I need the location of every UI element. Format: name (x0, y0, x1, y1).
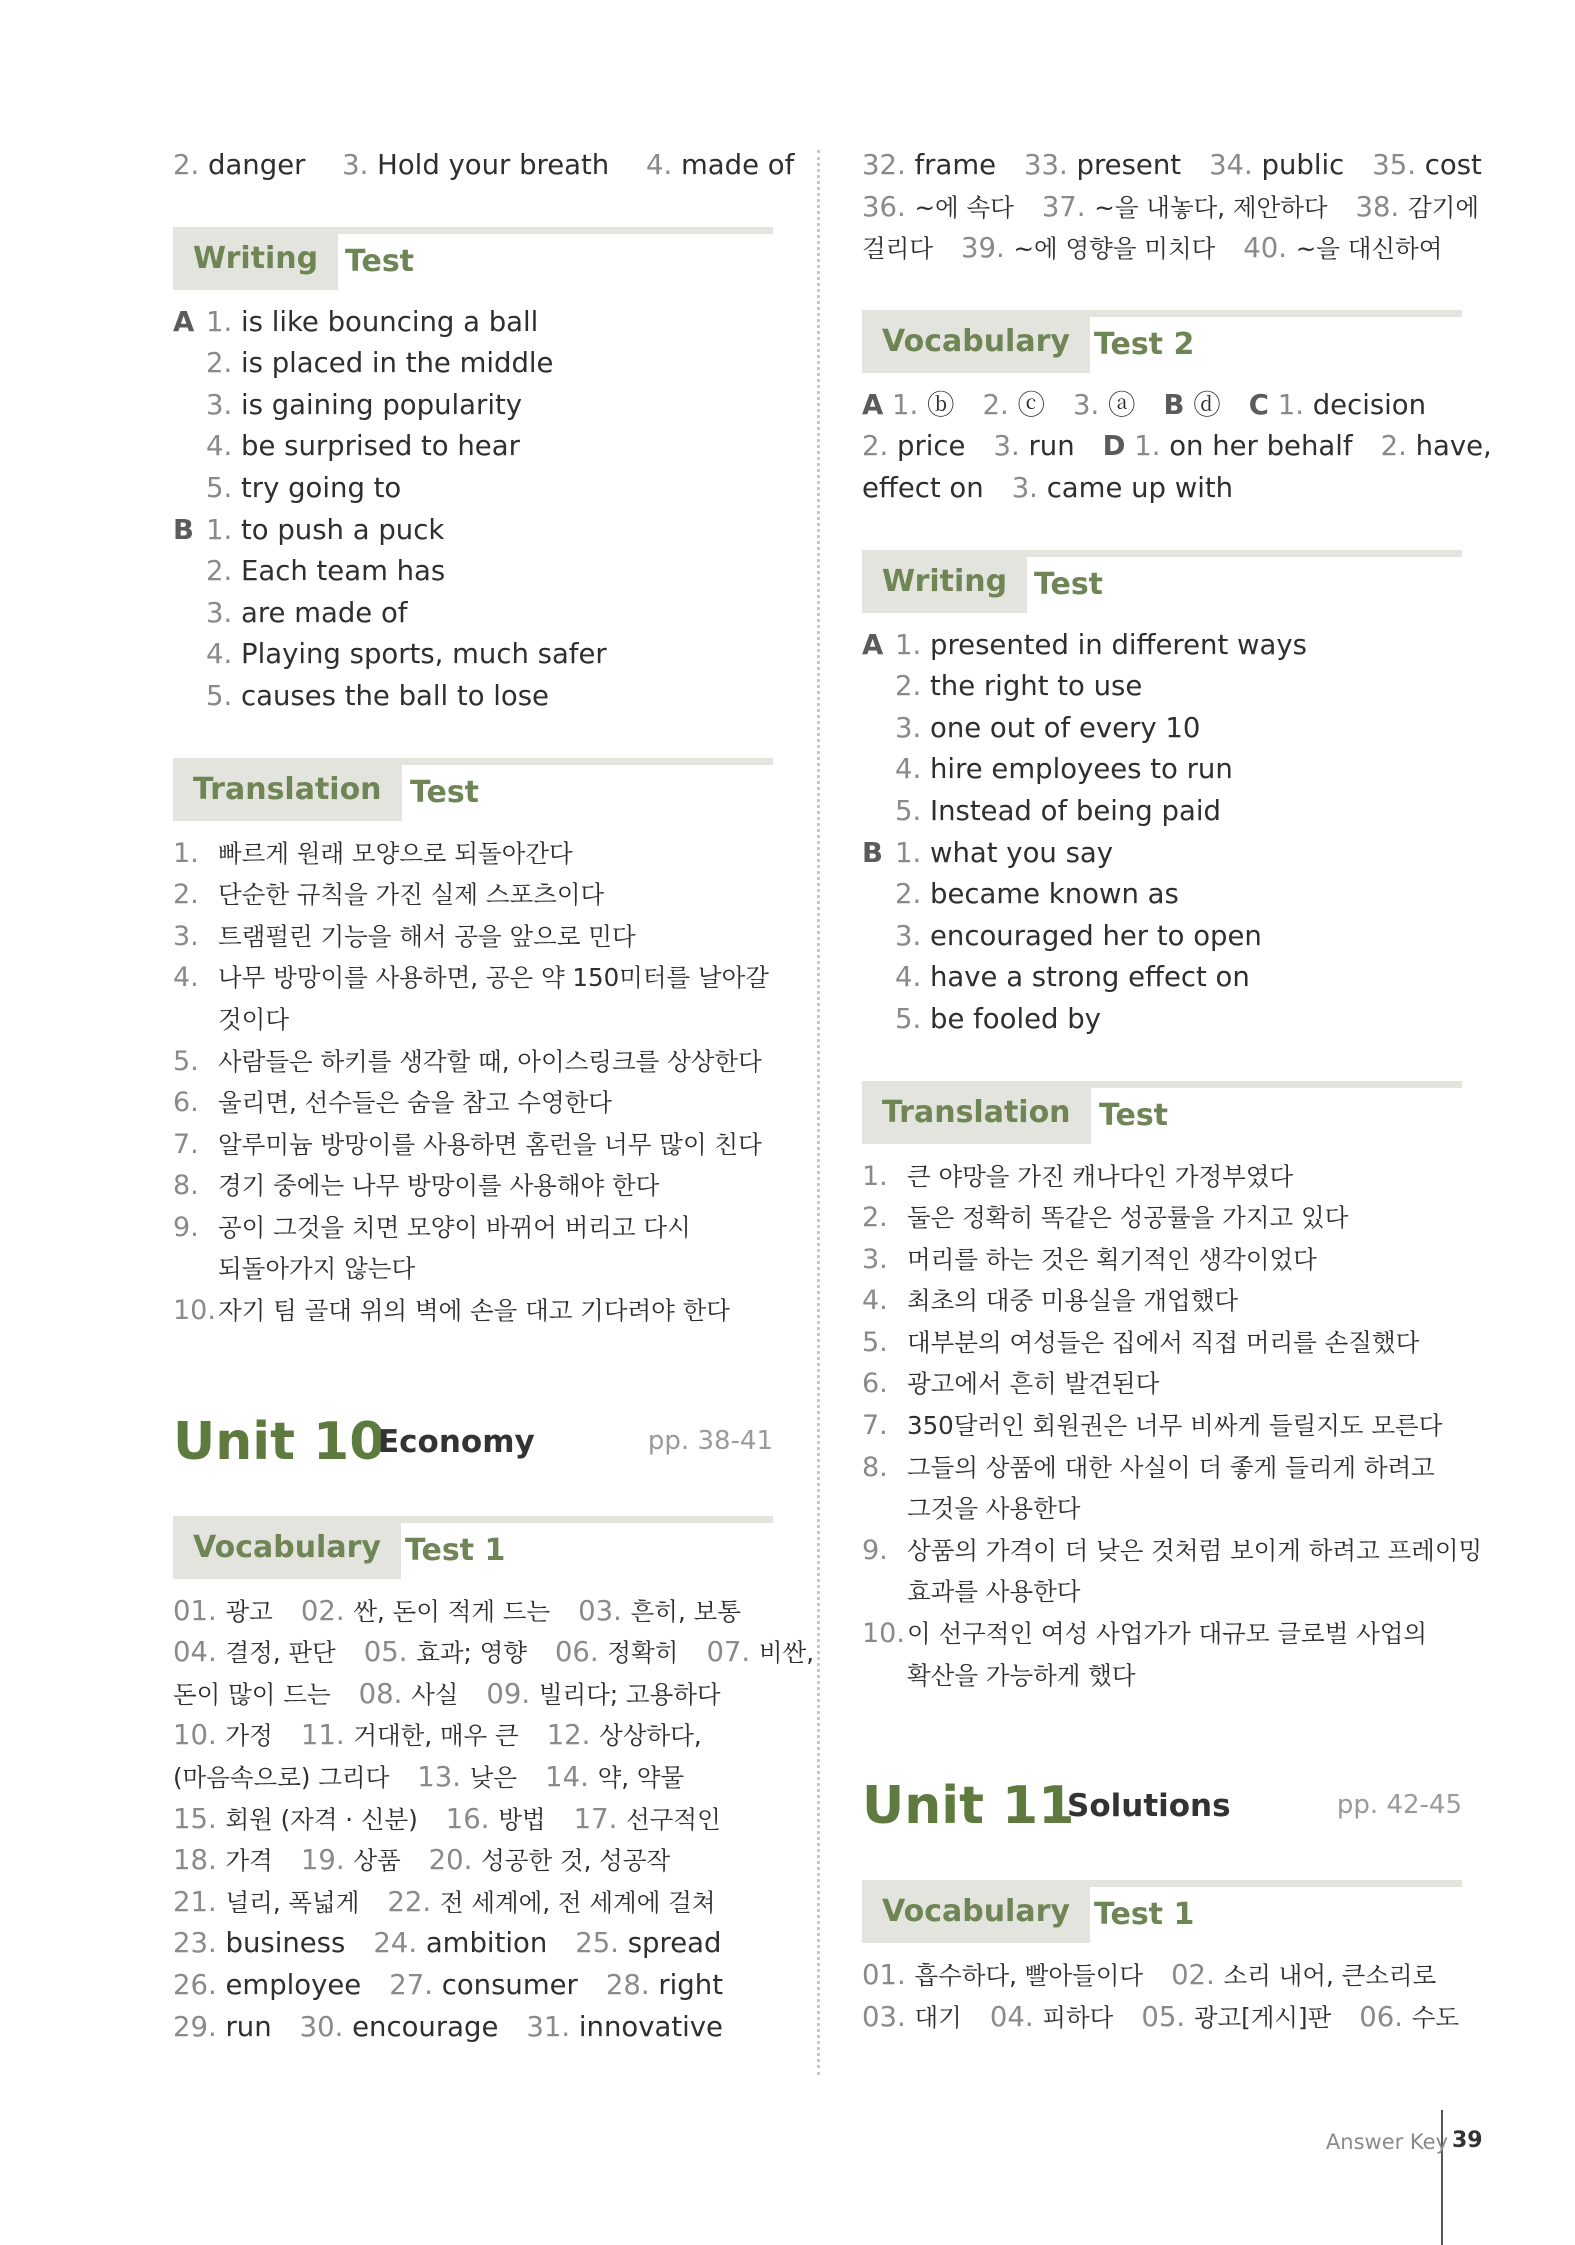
item-number: 32. (862, 149, 906, 181)
translation-line (173, 1165, 773, 1207)
item-text: 자기 팀 골대 위의 벽에 손을 대고 기다려야 한다 (218, 1296, 730, 1326)
section-label: Test (1034, 566, 1104, 602)
section-letter: B (1163, 388, 1185, 421)
page-number: 39 (1452, 2128, 1483, 2153)
item-number: 10. (862, 1618, 905, 1650)
item-text: frame (914, 149, 997, 181)
item-number: 21. (173, 1885, 217, 1918)
translation-line (173, 1041, 773, 1083)
translation-line (173, 916, 773, 958)
item-text: encourage (352, 2010, 499, 2043)
item-number: 36. (862, 190, 906, 223)
item-text: 흡수하다, 빨아들이다 (914, 1961, 1144, 1991)
item-number: 19. (300, 1844, 345, 1877)
item-text: run (1028, 430, 1075, 463)
item-text: employee (225, 1969, 362, 2001)
translation-line (173, 1082, 773, 1124)
item-text: 가정 (225, 1721, 273, 1751)
section-header-vocabulary (862, 310, 1462, 373)
item-text: ~을 내놓다, 제안하다 (1094, 192, 1328, 222)
item-number: 25. (575, 1927, 619, 1960)
item-text: (마음속으로) 그리다 (173, 1763, 390, 1793)
item-number: 14. (545, 1761, 589, 1794)
translation-line (173, 999, 773, 1041)
item-text: 싼, 돈이 적게 드는 (353, 1596, 551, 1626)
item-number: 15. (173, 1802, 217, 1835)
item-number: 29. (173, 2010, 217, 2043)
section-tag: Translation (173, 765, 402, 821)
answer-line (173, 1882, 773, 1924)
item-text: 소리 내어, 큰소리로 (1223, 1961, 1437, 1991)
item-number: 33. (1024, 149, 1068, 181)
section-tag: Vocabulary (862, 317, 1090, 373)
item-number: 3. (1073, 388, 1100, 421)
item-number: 2. (1380, 430, 1407, 463)
item-text: 회원 (자격 · 신분) (225, 1804, 418, 1834)
item-number: 05. (363, 1636, 408, 1669)
item-number: 10. (173, 1719, 217, 1752)
item-number: 12. (546, 1719, 591, 1752)
answer-line (173, 1799, 773, 1841)
item-number: 06. (1359, 2000, 1403, 2033)
item-text: ⓑ (927, 388, 955, 421)
item-number: 2. (982, 388, 1009, 421)
translation-line (173, 833, 773, 875)
translation-line (173, 957, 773, 999)
item-text: 효과; 영향 (416, 1638, 527, 1668)
section-tag: Translation (862, 1088, 1091, 1144)
right-column (862, 145, 1492, 2038)
item-number: 2. (173, 879, 199, 911)
item-text: 선구적인 (626, 1804, 721, 1834)
item-text: 대부분의 여성들은 집에서 직접 머리를 손질했다 (907, 1327, 1420, 1357)
item-text: 나무 방망이를 사용하면, 공은 약 150미터를 날아갈 (218, 963, 769, 993)
item-text: 상품 (353, 1846, 401, 1876)
section-tag: Vocabulary (862, 1887, 1090, 1943)
item-text: 트램펄린 기능을 해서 공을 앞으로 민다 (218, 921, 636, 951)
answer-line (173, 1965, 773, 2007)
item-text: 거대한, 매우 큰 (353, 1721, 519, 1751)
answer-line (862, 385, 1462, 427)
item-number: 1. (862, 1160, 888, 1192)
item-number: 16. (445, 1802, 490, 1835)
item-number: 4. (173, 962, 199, 994)
vocabulary-test2-answers (862, 385, 1492, 510)
item-text: 상상하다, (599, 1721, 702, 1751)
unit-pages: pp. 38-41 (647, 1425, 773, 1456)
item-text: 되돌아가지 않는다 (218, 1254, 416, 1284)
translation-line (862, 1363, 1462, 1405)
section-label: Test 2 (1094, 326, 1195, 362)
section-tag: Vocabulary (173, 1523, 401, 1579)
item-text: ⓒ (1017, 388, 1046, 421)
item-number: 06. (554, 1636, 599, 1669)
item-text: 걸리다 (862, 234, 934, 264)
footer-label: Answer Key (1325, 2130, 1448, 2154)
answer-line (862, 426, 1492, 468)
item-text: spread (627, 1927, 722, 1960)
answer-line (173, 1632, 815, 1674)
answer-line (862, 145, 1482, 187)
item-text: 경기 중에는 나무 방망이를 사용해야 한다 (218, 1171, 660, 1201)
item-text: price (897, 430, 966, 463)
item-number: 39. (961, 232, 1005, 265)
item-text: 전 세계에, 전 세계에 걸쳐 (439, 1887, 716, 1917)
item-number: 10. (173, 1295, 216, 1327)
item-number: 5. (862, 1326, 888, 1358)
item-text: 빠르게 원래 모양으로 되돌아간다 (218, 838, 573, 868)
item-number: 01. (173, 1594, 217, 1627)
item-text: 비싼, (758, 1638, 815, 1668)
item-text: ambition (425, 1927, 548, 1960)
item-text: ~을 대신하여 (1295, 234, 1443, 264)
item-number: 08. (358, 1677, 403, 1710)
item-text: 수도 (1411, 2002, 1460, 2032)
item-number: 1. (1134, 430, 1161, 463)
item-number: 01. (862, 1959, 906, 1992)
translation-line (173, 1248, 773, 1290)
answer-line (173, 1674, 773, 1716)
item-number: 02. (300, 1594, 345, 1627)
item-number: 3. (993, 430, 1020, 463)
translation-line (862, 1488, 1462, 1530)
item-number: 07. (706, 1636, 751, 1669)
answer-line: 2. danger 3. Hold your breath 4. made of (173, 149, 795, 181)
section-letter: D (1102, 430, 1126, 463)
vocabulary-answers (862, 1955, 1462, 2038)
unit-number: Unit 11 (862, 1776, 1075, 1837)
item-text: came up with (1046, 471, 1234, 504)
item-number: 17. (573, 1802, 618, 1835)
translation-line (862, 1447, 1462, 1489)
translation-answers (173, 833, 773, 1332)
writing-answers: A 1. is like bouncing a ball 2. is placed in the middle 3. is gaining popularity 4. be surprised to hear 5. try going to B 1. to push a puck 2. Each team has 3. are made of 4. Playing sports, much safer 5. causes the ball to lose (173, 305, 607, 712)
item-number: 7. (173, 1128, 199, 1160)
item-text: consumer (441, 1969, 578, 2001)
item-number: 9. (862, 1534, 888, 1566)
item-text: 광고에서 흔히 발견된다 (907, 1369, 1160, 1399)
item-text: 정확히 (607, 1638, 679, 1668)
translation-line (173, 1290, 773, 1332)
section-header-writing (862, 550, 1462, 613)
item-number: 40. (1243, 232, 1288, 265)
item-text: effect on (862, 471, 984, 504)
translation-line (862, 1197, 1462, 1239)
answer-line (173, 1757, 773, 1799)
item-text: ⓐ (1108, 388, 1136, 421)
item-number: 9. (173, 1211, 199, 1243)
item-text: present (1076, 149, 1182, 181)
item-text: 광고[게시]판 (1193, 2002, 1332, 2032)
answer-line (173, 1715, 773, 1757)
answer-line (173, 1840, 773, 1882)
answer-line (173, 1591, 773, 1633)
unit-number: Unit 10 (173, 1411, 386, 1472)
section-label: Test (410, 774, 480, 810)
item-text: 그들의 상품에 대한 사실이 더 좋게 들리게 하려고 (907, 1452, 1435, 1482)
translation-line (173, 874, 773, 916)
item-text: run (225, 2010, 272, 2043)
item-number: 03. (862, 2000, 906, 2033)
item-number: 2. (862, 1202, 888, 1234)
section-label: Test 1 (1094, 1897, 1195, 1933)
item-text: 공이 그것을 치면 모양이 바뀌어 버리고 다시 (218, 1212, 691, 1242)
item-text: cost (1424, 149, 1482, 181)
section-tag: Writing (862, 557, 1027, 613)
item-number: 35. (1372, 149, 1417, 181)
answer-line (862, 187, 1480, 229)
item-number: 04. (989, 2000, 1034, 2033)
item-text: ~에 속다 (914, 192, 1014, 222)
unit-title: Economy (378, 1423, 535, 1460)
left-column (173, 145, 815, 2048)
translation-line (862, 1613, 1462, 1655)
answer-line (173, 2007, 773, 2049)
item-text: 그것을 사용한다 (907, 1494, 1081, 1524)
translation-line (862, 1239, 1462, 1281)
writing-answers: A 1. presented in different ways 2. the right to use 3. one out of every 10 4. hire employees to run 5. Instead of being paid B 1. what you say 2. became known as 3. encouraged her to open 4. have a strong effect on 5. be fooled by (862, 628, 1307, 1035)
translation-line (862, 1322, 1462, 1364)
item-text: 것이다 (218, 1004, 290, 1034)
section-tag: Writing (173, 234, 338, 290)
translation-line (862, 1405, 1462, 1447)
item-text: 성공한 것, 성공작 (481, 1846, 671, 1876)
item-number: 11. (300, 1719, 345, 1752)
item-number: 22. (387, 1885, 432, 1918)
item-text: 이 선구적인 여성 사업가가 대규모 글로벌 사업의 (907, 1619, 1428, 1649)
item-text: 울리면, 선수들은 숨을 참고 수영한다 (218, 1088, 612, 1118)
item-number: 1. (1277, 388, 1304, 421)
item-text: ~에 영향을 미치다 (1013, 234, 1216, 264)
unit-pages: pp. 42-45 (1336, 1790, 1462, 1821)
item-number: 5. (173, 1045, 199, 1077)
answer-line (862, 228, 1462, 270)
section-letter: A (862, 388, 884, 421)
item-text: 큰 야망을 가진 캐나다인 가정부였다 (907, 1161, 1294, 1191)
item-number: 20. (428, 1844, 473, 1877)
translation-line (862, 1571, 1462, 1613)
item-number: 30. (299, 2010, 344, 2043)
item-text: business (225, 1927, 346, 1960)
answer-line (862, 468, 1462, 510)
translation-line (862, 1655, 1462, 1697)
item-text: 350달러인 회원권은 너무 비싸게 들릴지도 모른다 (907, 1411, 1443, 1441)
item-text: 방법 (498, 1804, 546, 1834)
translation-line (173, 1207, 773, 1249)
item-text: 알루미늄 방망이를 사용하면 홈런을 너무 많이 친다 (218, 1129, 762, 1159)
item-number: 31. (526, 2010, 571, 2043)
item-text: 단순한 규칙을 가진 실제 스포츠이다 (218, 880, 605, 910)
item-text: 돈이 많이 드는 (173, 1679, 331, 1709)
item-text: 둘은 정확히 똑같은 성공률을 가지고 있다 (907, 1203, 1349, 1233)
translation-line (862, 1530, 1483, 1572)
item-number: 27. (389, 1969, 433, 2001)
item-text: decision (1312, 388, 1427, 421)
unit-title: Solutions (1067, 1788, 1231, 1825)
column-divider (817, 150, 820, 2075)
item-text: public (1261, 149, 1345, 181)
translation-line (862, 1280, 1462, 1322)
item-text: 약, 약물 (597, 1763, 685, 1793)
answer-line (862, 1955, 1462, 1997)
translation-line (862, 1156, 1462, 1198)
item-text: 피하다 (1042, 2002, 1114, 2032)
translation-line (173, 1124, 773, 1166)
item-number: 28. (605, 1969, 650, 2001)
item-number: 1. (892, 388, 919, 421)
item-number: 05. (1141, 2000, 1186, 2033)
section-header-writing (173, 227, 773, 290)
item-number: 34. (1209, 149, 1253, 181)
section-label: Test (1099, 1097, 1169, 1133)
section-header-translation (862, 1081, 1462, 1144)
item-number: 09. (486, 1677, 531, 1710)
item-number: 8. (862, 1451, 888, 1483)
answer-line (173, 1923, 773, 1965)
translation-answers (862, 1156, 1483, 1697)
item-text: innovative (578, 2010, 723, 2043)
item-text: have, (1415, 430, 1492, 463)
item-number: 23. (173, 1927, 217, 1960)
item-number: 1. (173, 837, 199, 869)
item-number: 26. (173, 1969, 217, 2001)
item-number: 18. (173, 1844, 217, 1877)
section-label: Test 1 (405, 1532, 506, 1568)
item-number: 3. (1011, 471, 1038, 504)
section-header-translation (173, 758, 773, 821)
item-text: 광고 (225, 1596, 273, 1626)
item-number: 38. (1355, 190, 1400, 223)
item-number: 24. (373, 1927, 418, 1960)
section-header-vocabulary (173, 1516, 773, 1579)
item-text: 최초의 대중 미용실을 개업했다 (907, 1286, 1239, 1316)
section-header-vocabulary (862, 1880, 1462, 1943)
item-number: 4. (862, 1285, 888, 1317)
item-number: 3. (173, 920, 199, 952)
item-text: 가격 (225, 1846, 273, 1876)
item-text: 사실 (411, 1679, 459, 1709)
item-text: 대기 (914, 2002, 962, 2032)
item-text: 사람들은 하키를 생각할 때, 아이스링크를 상상한다 (218, 1046, 762, 1076)
item-text: ⓓ (1193, 388, 1221, 421)
unit-header (862, 1766, 1462, 1866)
section-label: Test (345, 243, 415, 279)
item-number: 3. (862, 1243, 888, 1275)
vocabulary-answers-continued (862, 145, 1482, 270)
vocabulary-answers (173, 1591, 815, 2049)
item-number: 13. (417, 1761, 461, 1794)
item-number: 02. (1171, 1959, 1215, 1992)
item-number: 37. (1041, 190, 1086, 223)
section-letter: C (1248, 388, 1269, 421)
item-text: right (658, 1969, 723, 2001)
unit-header (173, 1402, 773, 1502)
item-text: 효과를 사용한다 (907, 1577, 1081, 1607)
item-text: 결정, 판단 (225, 1638, 336, 1668)
item-number: 6. (173, 1087, 199, 1119)
item-number: 03. (578, 1594, 622, 1627)
answer-line (862, 1997, 1462, 2039)
item-text: 낮은 (469, 1763, 518, 1793)
item-text: 널리, 폭넓게 (225, 1887, 360, 1917)
item-text: 흔히, 보통 (630, 1596, 741, 1626)
item-text: 상품의 가격이 더 낮은 것처럼 보이게 하려고 프레이밍 (907, 1535, 1483, 1565)
item-text: 머리를 하는 것은 획기적인 생각이었다 (907, 1244, 1317, 1274)
item-number: 04. (173, 1636, 217, 1669)
item-text: on her behalf (1169, 430, 1353, 463)
item-number: 8. (173, 1170, 199, 1202)
item-text: 감기에 (1408, 192, 1480, 222)
item-text: 확산을 가능하게 했다 (907, 1660, 1136, 1690)
item-text: 빌리다; 고용하다 (538, 1679, 721, 1709)
item-number: 7. (862, 1410, 888, 1442)
item-number: 2. (862, 430, 889, 463)
item-number: 6. (862, 1368, 888, 1400)
